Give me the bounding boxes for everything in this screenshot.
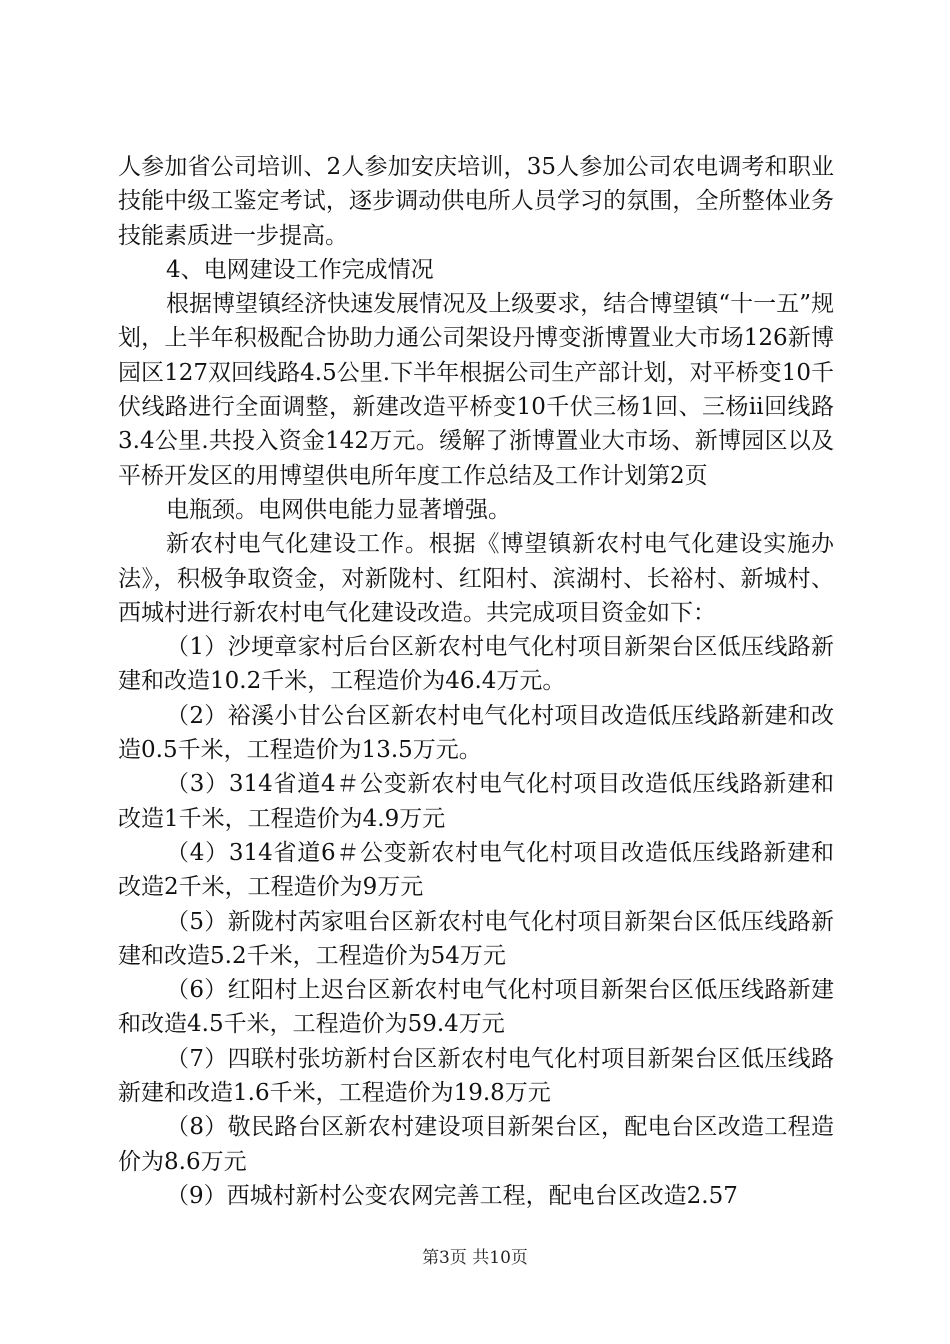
list-item-9: （9）西城村新村公变农网完善工程，配电台区改造2.57 xyxy=(166,1182,738,1209)
body-paragraph-5: 新农村电气化建设工作。根据《博望镇新农村电气化建设实施办法》，积极争取资金，对新陇村、红阳村、滨湖村、长裕村、新城村、西城村进行新农村电气化建设改造。共完成项目资金如下： xyxy=(118,531,834,626)
body-paragraph-1: 人参加省公司培训、2人参加安庆培训，35人参加公司农电调考和职业技能中级工鉴定考试，逐步调动供电所人员学习的氛围，全所整体业务技能素质进一步提高。 xyxy=(118,154,834,249)
list-item-2: （2）裕溪小甘公台区新农村电气化村项目改造低压线路新建和改造0.5千米，工程造价为13.5万元。 xyxy=(118,702,834,764)
document-body xyxy=(118,150,834,1213)
section-heading-grid-construction: 4、电网建设工作完成情况 xyxy=(166,256,434,283)
page-number-footer: 第3页 共10页 xyxy=(422,1248,528,1268)
body-paragraph-3: 根据博望镇经济快速发展情况及上级要求，结合博望镇“十一五”规划，上半年积极配合协助力通公司架设丹博变浙博置业大市场126新博园区127双回线路4.5公里.下半年根据公司生产部计划，对平桥变10千伏线路进行全面调整，新建改造平桥变10千伏三杨1回、三杨ii回线路3.4公里.共投入资金142万元。缓解了浙博置业大市场、新博园区以及平桥开发区的用博望供电所年度工作总结及工作计划第2页 xyxy=(118,291,834,489)
body-paragraph-4: 电瓶颈。电网供电能力显著增强。 xyxy=(166,496,511,523)
list-item-1: （1）沙埂章家村后台区新农村电气化村项目新架台区低压线路新建和改造10.2千米，工程造价为46.4万元。 xyxy=(118,634,834,695)
list-item-5: （5）新陇村芮家咀台区新农村电气化村项目新架台区低压线路新建和改造5.2千米，工程造价为54万元 xyxy=(118,908,834,969)
list-item-8: （8）敬民路台区新农村建设项目新架台区，配电台区改造工程造价为8.6万元 xyxy=(118,1114,834,1175)
list-item-6: （6）红阳村上迟台区新农村电气化村项目新架台区低压线路新建和改造4.5千米，工程造价为59.4万元 xyxy=(118,977,834,1038)
list-item-3: （3）314省道4＃公变新农村电气化村项目改造低压线路新建和改造1千米，工程造价为4.9万元 xyxy=(118,771,834,832)
list-item-4: （4）314省道6＃公变新农村电气化村项目改造低压线路新建和改造2千米，工程造价为9万元 xyxy=(118,839,834,901)
list-item-7: （7）四联村张坊新村台区新农村电气化村项目新架台区低压线路新建和改造1.6千米，工程造价为19.8万元 xyxy=(118,1045,834,1107)
